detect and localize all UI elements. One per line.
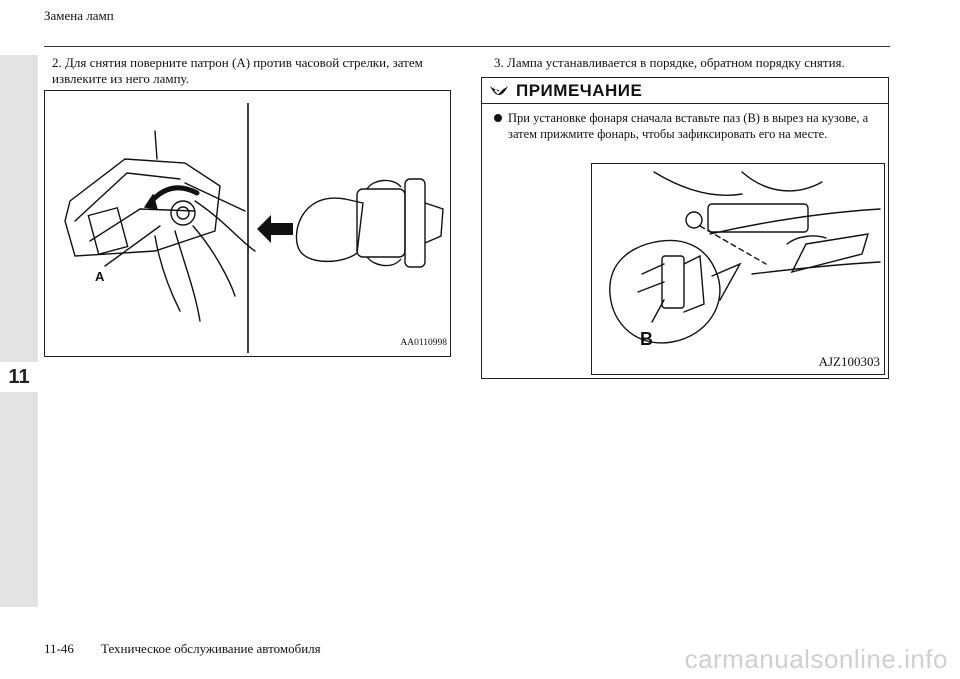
figure-lamp-installation xyxy=(591,163,885,375)
note-list-item xyxy=(494,110,888,142)
header-divider xyxy=(44,46,890,47)
step-2-text: 2. Для снятия поверните патрон (A) против часовой стрелки, затем извлеките из него лампу. xyxy=(52,55,423,86)
figure-code: AJZ100303 xyxy=(818,354,880,369)
figure-code: AA0110998 xyxy=(400,338,447,348)
callout-a: A xyxy=(95,269,105,284)
note-title: ПРИМЕЧАНИЕ xyxy=(516,80,643,100)
chapter-tab[interactable]: 11 xyxy=(0,362,38,392)
socket-body xyxy=(357,189,405,257)
socket-removal-illustration xyxy=(45,91,450,356)
slot-b xyxy=(662,256,684,308)
note-check-icon xyxy=(488,82,510,100)
rotation-arrow-icon xyxy=(150,188,197,203)
page-number: 11-46 xyxy=(44,641,74,656)
bullet-icon xyxy=(494,114,502,122)
step-3-text: 3. Лампа устанавливается в порядке, обратном порядку снятия. xyxy=(494,55,845,70)
note-header xyxy=(482,78,888,104)
section-title: Замена ламп xyxy=(44,8,114,23)
headlamp-housing-outline xyxy=(65,159,220,256)
note-item-text: При установке фонаря сначала вставьте паз (B) в вырез на кузове, а затем прижмите фонарь, чтобы зафиксировать его на месте. xyxy=(508,111,869,141)
socket-a xyxy=(171,201,195,225)
manual-title: Техническое обслуживание автомобиля xyxy=(101,641,321,656)
bulb-outline xyxy=(296,198,363,261)
pull-arrow-icon xyxy=(257,215,293,243)
note-box xyxy=(481,77,889,379)
watermark: carmanualsonline.info xyxy=(684,644,948,674)
figure-socket-removal xyxy=(44,90,451,357)
lamp-installation-illustration xyxy=(592,164,884,374)
callout-b: B xyxy=(640,329,653,349)
chapter-sidebar xyxy=(0,55,38,607)
